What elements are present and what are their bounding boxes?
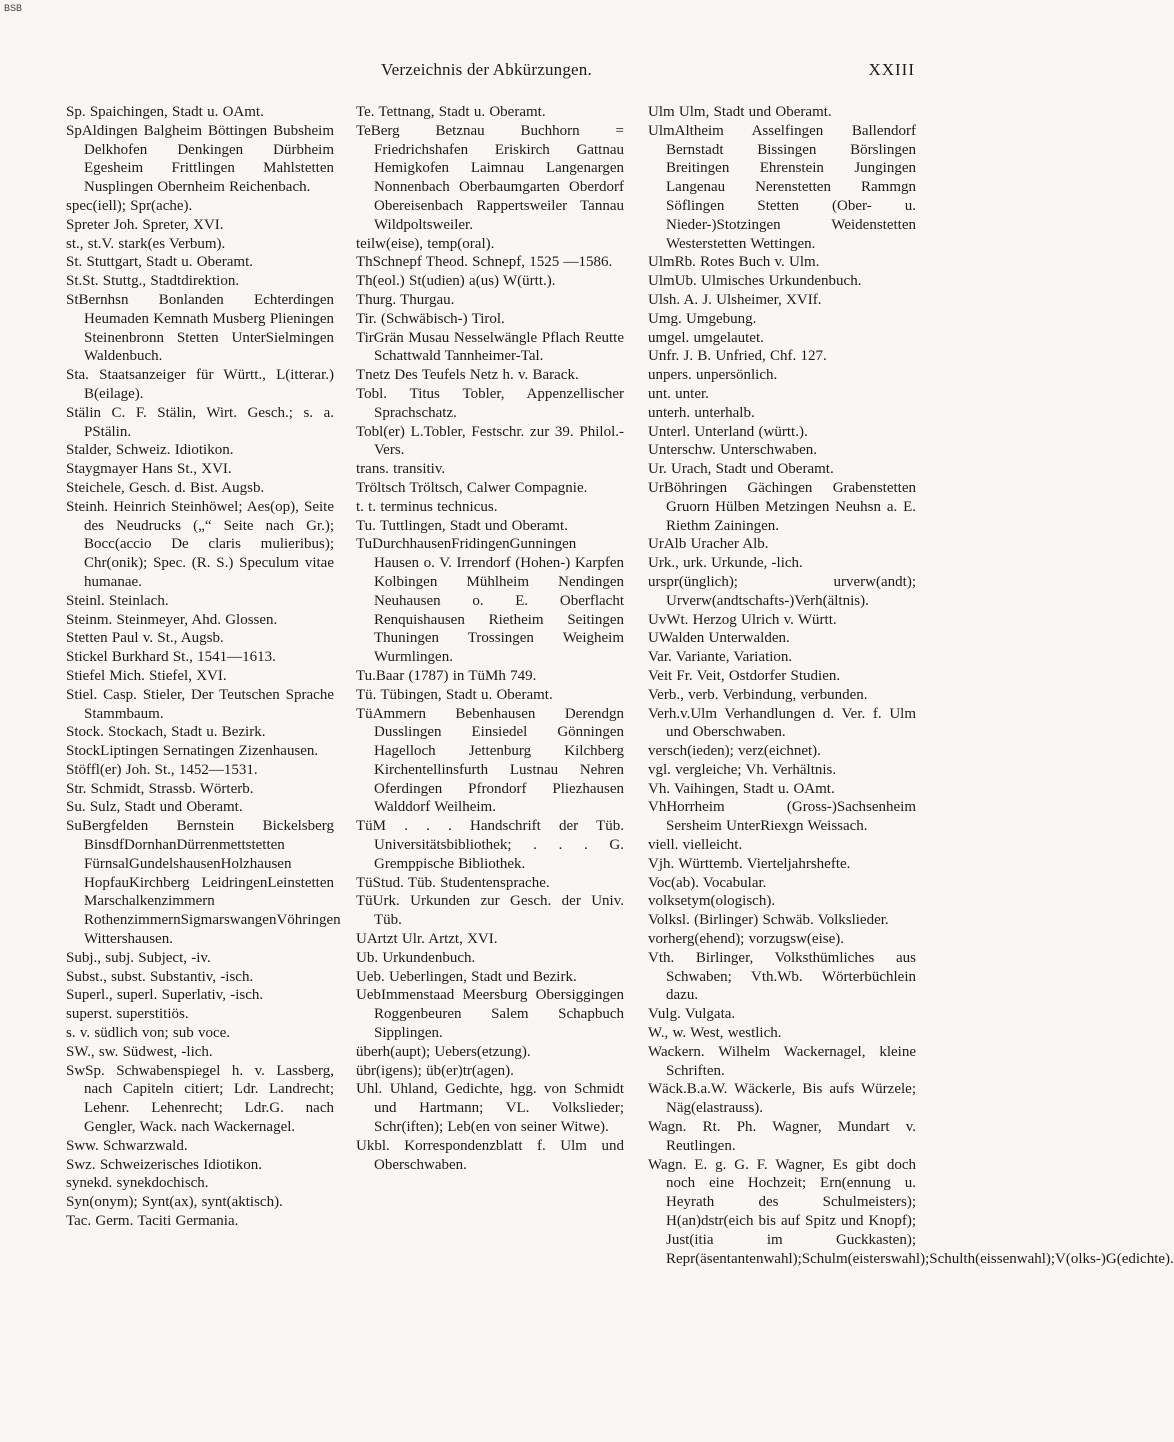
abbreviation-entry: vorherg(ehend); vorzugsw(eise). <box>648 931 844 948</box>
abbreviation-entry: unterh. unterhalb. <box>648 404 755 421</box>
abbreviation-entry: StBernhsn Bonlanden Echterdingen Heumaden Kemnath Musberg Plieningen Steinenbronn Stetten UnterSielmingen Waldenbuch. <box>66 291 334 365</box>
abbreviation-entry: Stalder, Schweiz. Idiotikon. <box>66 442 234 459</box>
abbreviation-entry: Tobl(er) L.Tobler, Festschr. zur 39. Philol.-Vers. <box>356 423 624 459</box>
abbreviation-entry: Uhl. Uhland, Gedichte, hgg. von Schmidt und Hartmann; VL. Volkslieder; Schr(iften); Leb(en von seiner Witwe). <box>356 1081 624 1136</box>
abbreviation-entry: unpers. unpersönlich. <box>648 367 778 384</box>
abbreviation-entry: Su. Sulz, Stadt und Oberamt. <box>66 799 243 816</box>
abbreviation-entry: umgel. umgelautet. <box>648 329 764 346</box>
abbreviation-entry: Wackern. Wilhelm Wackernagel, kleine Schriften. <box>648 1043 916 1079</box>
abbreviation-entry: Unterl. Unterland (württ.). <box>648 423 808 440</box>
abbreviation-entry: StockLiptingen Sernatingen Zizenhausen. <box>66 743 319 760</box>
abbreviation-entry: Stiefel Mich. Stiefel, XVI. <box>66 667 227 684</box>
abbreviation-entry: Superl., superl. Superlativ, -isch. <box>66 987 264 1004</box>
abbreviation-entry: Tröltsch Tröltsch, Calwer Compagnie. <box>356 479 588 496</box>
abbreviation-entry: Ub. Urkundenbuch. <box>356 949 476 966</box>
abbreviation-entry: urspr(ünglich); urverw(andt); Urverw(andtschafts-)Verh(ältnis). <box>648 573 916 609</box>
abbreviation-entry: Tü. Tübingen, Stadt u. Oberamt. <box>356 686 553 703</box>
abbreviation-entry: W., w. West, westlich. <box>648 1025 782 1042</box>
abbreviation-entry: Vh. Vaihingen, Stadt u. OAmt. <box>648 780 835 797</box>
abbreviation-entry: SpAldingen Balgheim Böttingen Bubsheim Delkhofen Denkingen Dürbheim Egesheim Frittlingen Mahlstetten Nusplingen Obernheim Reichenbach. <box>66 122 334 196</box>
abbreviation-entry: überh(aupt); Uebers(etzung). <box>356 1043 531 1060</box>
abbreviation-entry: Urk., urk. Urkunde, -lich. <box>648 555 803 572</box>
abbreviation-entry: versch(ieden); verz(eichnet). <box>648 743 821 760</box>
abbreviation-entry: SuBergfelden Bernstein Bickelsberg BinsdfDornhanDürrenmettstetten FürnsalGundelshausenHolzhausen HopfauKirchberg LeidringenLeinstetten Marschalkenzimmern RothenzimmernSigmarswangenVöhringen Wittershausen. <box>66 818 341 948</box>
abbreviation-entry: Steinm. Steinmeyer, Ahd. Glossen. <box>66 611 278 628</box>
abbreviation-entry: trans. transitiv. <box>356 461 446 478</box>
abbreviation-entry: Ur. Urach, Stadt und Oberamt. <box>648 461 834 478</box>
abbreviation-entry: teilw(eise), temp(oral). <box>356 235 495 252</box>
abbreviation-entry: Steinh. Heinrich Steinhöwel; Aes(op), Seite des Neudrucks („“ Seite nach Gr.); Bocc(accio De claris mulieribus); Chr(onik); Spec. (R. S.) Speculum vitae humanae. <box>66 498 334 590</box>
abbreviation-entry: Ulm Ulm, Stadt und Oberamt. <box>648 104 832 120</box>
abbreviation-entry: Var. Variante, Variation. <box>648 649 793 666</box>
abbreviation-entry: Subj., subj. Subject, -iv. <box>66 949 211 966</box>
abbreviation-entry: Syn(onym); Synt(ax), synt(aktisch). <box>66 1194 283 1211</box>
abbreviation-entry: UWalden Unterwalden. <box>648 630 790 647</box>
abbreviation-entry: Vulg. Vulgata. <box>648 1006 736 1023</box>
abbreviation-entry: UlmUb. Ulmisches Urkundenbuch. <box>648 273 862 290</box>
abbreviation-entry: TüUrk. Urkunden zur Gesch. der Univ. Tüb. <box>356 893 624 929</box>
abbreviation-entry: Steichele, Gesch. d. Bist. Augsb. <box>66 479 265 496</box>
abbreviation-column-2 <box>356 103 624 1174</box>
abbreviation-entry: Stetten Paul v. St., Augsb. <box>66 630 224 647</box>
abbreviation-entry: SW., sw. Südwest, -lich. <box>66 1043 213 1060</box>
abbreviation-entry: UlmAltheim Asselfingen Ballendorf Bernstadt Bissingen Börslingen Breitingen Ehrenstein Jungingen Langenau Nerenstetten Rammgn Söflingen Stetten (Ober- u. Nieder-)Stotzingen Weidenstetten Westerstetten Wettingen. <box>648 122 916 252</box>
abbreviation-entry: t. t. terminus technicus. <box>356 498 498 515</box>
abbreviation-entry: Tu.Baar (1787) in TüMh 749. <box>356 667 537 684</box>
abbreviation-entry: Ueb. Ueberlingen, Stadt und Bezirk. <box>356 968 577 985</box>
abbreviation-entry: UlmRb. Rotes Buch v. Ulm. <box>648 254 820 271</box>
abbreviation-entry: Tac. Germ. Taciti Germania. <box>66 1213 239 1230</box>
abbreviation-entry: UrAlb Uracher Alb. <box>648 536 769 553</box>
abbreviation-entry: Unterschw. Unterschwaben. <box>648 442 818 459</box>
abbreviation-entry: Volksl. (Birlinger) Schwäb. Volkslieder. <box>648 912 889 929</box>
abbreviation-entry: Sp. Spaichingen, Stadt u. OAmt. <box>66 104 264 120</box>
abbreviation-entry: TüStud. Tüb. Studentensprache. <box>356 874 550 891</box>
abbreviation-entry: übr(igens); üb(er)tr(agen). <box>356 1062 514 1079</box>
abbreviation-entry: unt. unter. <box>648 385 709 402</box>
abbreviation-entry: Verb., verb. Verbindung, verbunden. <box>648 686 868 703</box>
abbreviation-entry: Str. Schmidt, Strassb. Wörterb. <box>66 780 254 797</box>
abbreviation-entry: UrBöhringen Gächingen Grabenstetten Gruorn Hülben Metzingen Neuhsn a. E. Riethm Zainingen. <box>648 479 916 534</box>
abbreviation-entry: Stöffl(er) Joh. St., 1452—1531. <box>66 761 258 778</box>
abbreviation-entry: Sww. Schwarzwald. <box>66 1137 188 1154</box>
abbreviation-entry: Umg. Umgebung. <box>648 310 757 327</box>
abbreviation-entry: Verh.v.Ulm Verhandlungen d. Ver. f. Ulm und Oberschwaben. <box>648 705 916 741</box>
abbreviation-entry: Staygmayer Hans St., XVI. <box>66 461 232 478</box>
abbreviation-entry: volksetym(ologisch). <box>648 893 776 910</box>
abbreviation-entry: TirGrän Musau Nesselwängle Pflach Reutte Schattwald Tannheimer-Tal. <box>356 329 624 365</box>
abbreviation-entry: Stickel Burkhard St., 1541—1613. <box>66 649 276 666</box>
abbreviation-entry: Spreter Joh. Spreter, XVI. <box>66 216 224 233</box>
abbreviation-entry: Tir. (Schwäbisch-) Tirol. <box>356 310 505 327</box>
abbreviation-entry: vgl. vergleiche; Vh. Verhältnis. <box>648 761 837 778</box>
abbreviation-entry: Wagn. E. g. G. F. Wagner, Es gibt doch noch eine Hochzeit; Ern(ennung u. Heyrath des Schulmeisters); H(an)dstr(eich bis auf Spitz und Knopf); Just(itia im Guckkasten); Repr(äsentantenwahl);Schulm(eisterswahl);Schulth(eissenwahl);V(olks-)G(edichte). <box>648 1156 1174 1267</box>
abbreviation-entry: superst. superstitiös. <box>66 1006 189 1023</box>
abbreviation-entry: synekd. synekdochisch. <box>66 1175 209 1192</box>
page-number: XXIII <box>868 60 915 79</box>
abbreviation-entry: s. v. südlich von; sub voce. <box>66 1025 231 1042</box>
abbreviation-entry: SwSp. Schwabenspiegel h. v. Lassberg, nach Capiteln citiert; Ldr. Landrecht; Lehenr. Lehenrecht; Ldr.G. nach Gengler, Wack. nach Wackernagel. <box>66 1062 334 1136</box>
abbreviation-entry: Wagn. Rt. Ph. Wagner, Mundart v. Reutlingen. <box>648 1119 916 1154</box>
abbreviation-entry: VhHorrheim (Gross-)Sachsenheim Sersheim UnterRiexgn Weissach. <box>648 799 916 835</box>
abbreviation-entry: Sta. Staatsanzeiger für Württ., L(itterar.) B(eilage). <box>66 367 334 402</box>
abbreviation-entry: Stälin C. F. Stälin, Wirt. Gesch.; s. a. PStälin. <box>66 404 334 440</box>
abbreviation-entry: TüAmmern Bebenhausen Derendgn Dusslingen Einsiedel Gönningen Hagelloch Jettenburg Kilchberg Kirchentellinsfurth Lustnau Nehren Oferdingen Pfrondorf Pliezhausen Walddorf Weilheim. <box>356 705 624 816</box>
running-head: Verzeichnis der Abkürzungen. <box>381 60 592 79</box>
abbreviation-entry: Thurg. Thurgau. <box>356 291 455 308</box>
abbreviation-entry: Tu. Tuttlingen, Stadt und Oberamt. <box>356 517 568 534</box>
abbreviation-entry: viell. vielleicht. <box>648 837 743 854</box>
abbreviation-entry: Stock. Stockach, Stadt u. Bezirk. <box>66 724 266 741</box>
abbreviation-entry: St.St. Stuttg., Stadtdirektion. <box>66 273 240 290</box>
abbreviation-entry: Steinl. Steinlach. <box>66 592 169 609</box>
abbreviation-entry: Th(eol.) St(udien) a(us) W(ürtt.). <box>356 273 556 290</box>
abbreviation-entry: Voc(ab). Vocabular. <box>648 874 767 891</box>
abbreviation-entry: Veit Fr. Veit, Ostdorfer Studien. <box>648 667 841 684</box>
abbreviation-entry: Unfr. J. B. Unfried, Chf. 127. <box>648 348 827 365</box>
library-mark: BSB <box>4 3 23 13</box>
abbreviation-column-1 <box>66 103 341 1231</box>
abbreviation-entry: Tnetz Des Teufels Netz h. v. Barack. <box>356 367 579 384</box>
abbreviation-entry: Vjh. Württemb. Vierteljahrshefte. <box>648 855 851 872</box>
abbreviation-entry: Vth. Birlinger, Volksthümliches aus Schwaben; Vth.Wb. Wörterbüchlein dazu. <box>648 949 916 1004</box>
abbreviation-entry: Tobl. Titus Tobler, Appenzellischer Sprachschatz. <box>356 385 624 421</box>
abbreviation-entry: TüM . . . Handschrift der Tüb. Universitätsbibliothek; . . . G. Gremppische Bibliothek. <box>356 818 624 872</box>
abbreviation-entry: Te. Tettnang, Stadt u. Oberamt. <box>356 104 546 120</box>
abbreviation-entry: Ulsh. A. J. Ulsheimer, XVIf. <box>648 291 822 308</box>
abbreviation-entry: St. Stuttgart, Stadt u. Oberamt. <box>66 254 253 271</box>
abbreviation-entry: Ukbl. Korrespondenzblatt f. Ulm und Oberschwaben. <box>356 1137 624 1173</box>
abbreviation-entry: Swz. Schweizerisches Idiotikon. <box>66 1156 262 1173</box>
abbreviation-entry: Stiel. Casp. Stieler, Der Teutschen Sprache Stammbaum. <box>66 686 334 722</box>
abbreviation-entry: TeBerg Betznau Buchhorn = Friedrichshafen Eriskirch Gattnau Hemigkofen Laimnau Langenargen Nonnenbach Oberbaumgarten Oberdorf Obereisenbach Rappertsweiler Tannau Wildpoltsweiler. <box>356 122 624 233</box>
abbreviation-entry: UArtzt Ulr. Artzt, XVI. <box>356 931 498 948</box>
abbreviation-entry: ThSchnepf Theod. Schnepf, 1525 —1586. <box>356 254 613 271</box>
abbreviation-entry: TuDurchhausenFridingenGunningen Hausen o. V. Irrendorf (Hohen-) Karpfen Kolbingen Mühlheim Nendingen Neuhausen o. E. Oberflacht Renquishausen Rietheim Seitingen Thuningen Trossingen Weigheim Wurmlingen. <box>356 536 624 666</box>
abbreviation-entry: UebImmenstaad Meersburg Obersiggingen Roggenbeuren Salem Schapbuch Sipplingen. <box>356 987 624 1042</box>
abbreviation-column-3 <box>648 103 1174 1268</box>
abbreviation-entry: spec(iell); Spr(ache). <box>66 197 193 214</box>
abbreviation-entry: Subst., subst. Substantiv, -isch. <box>66 968 254 985</box>
abbreviation-entry: Wäck.B.a.W. Wäckerle, Bis aufs Würzele; Näg(elastrauss). <box>648 1081 916 1117</box>
abbreviation-entry: st., st.V. stark(es Verbum). <box>66 235 226 252</box>
abbreviation-entry: UvWt. Herzog Ulrich v. Württ. <box>648 611 837 628</box>
